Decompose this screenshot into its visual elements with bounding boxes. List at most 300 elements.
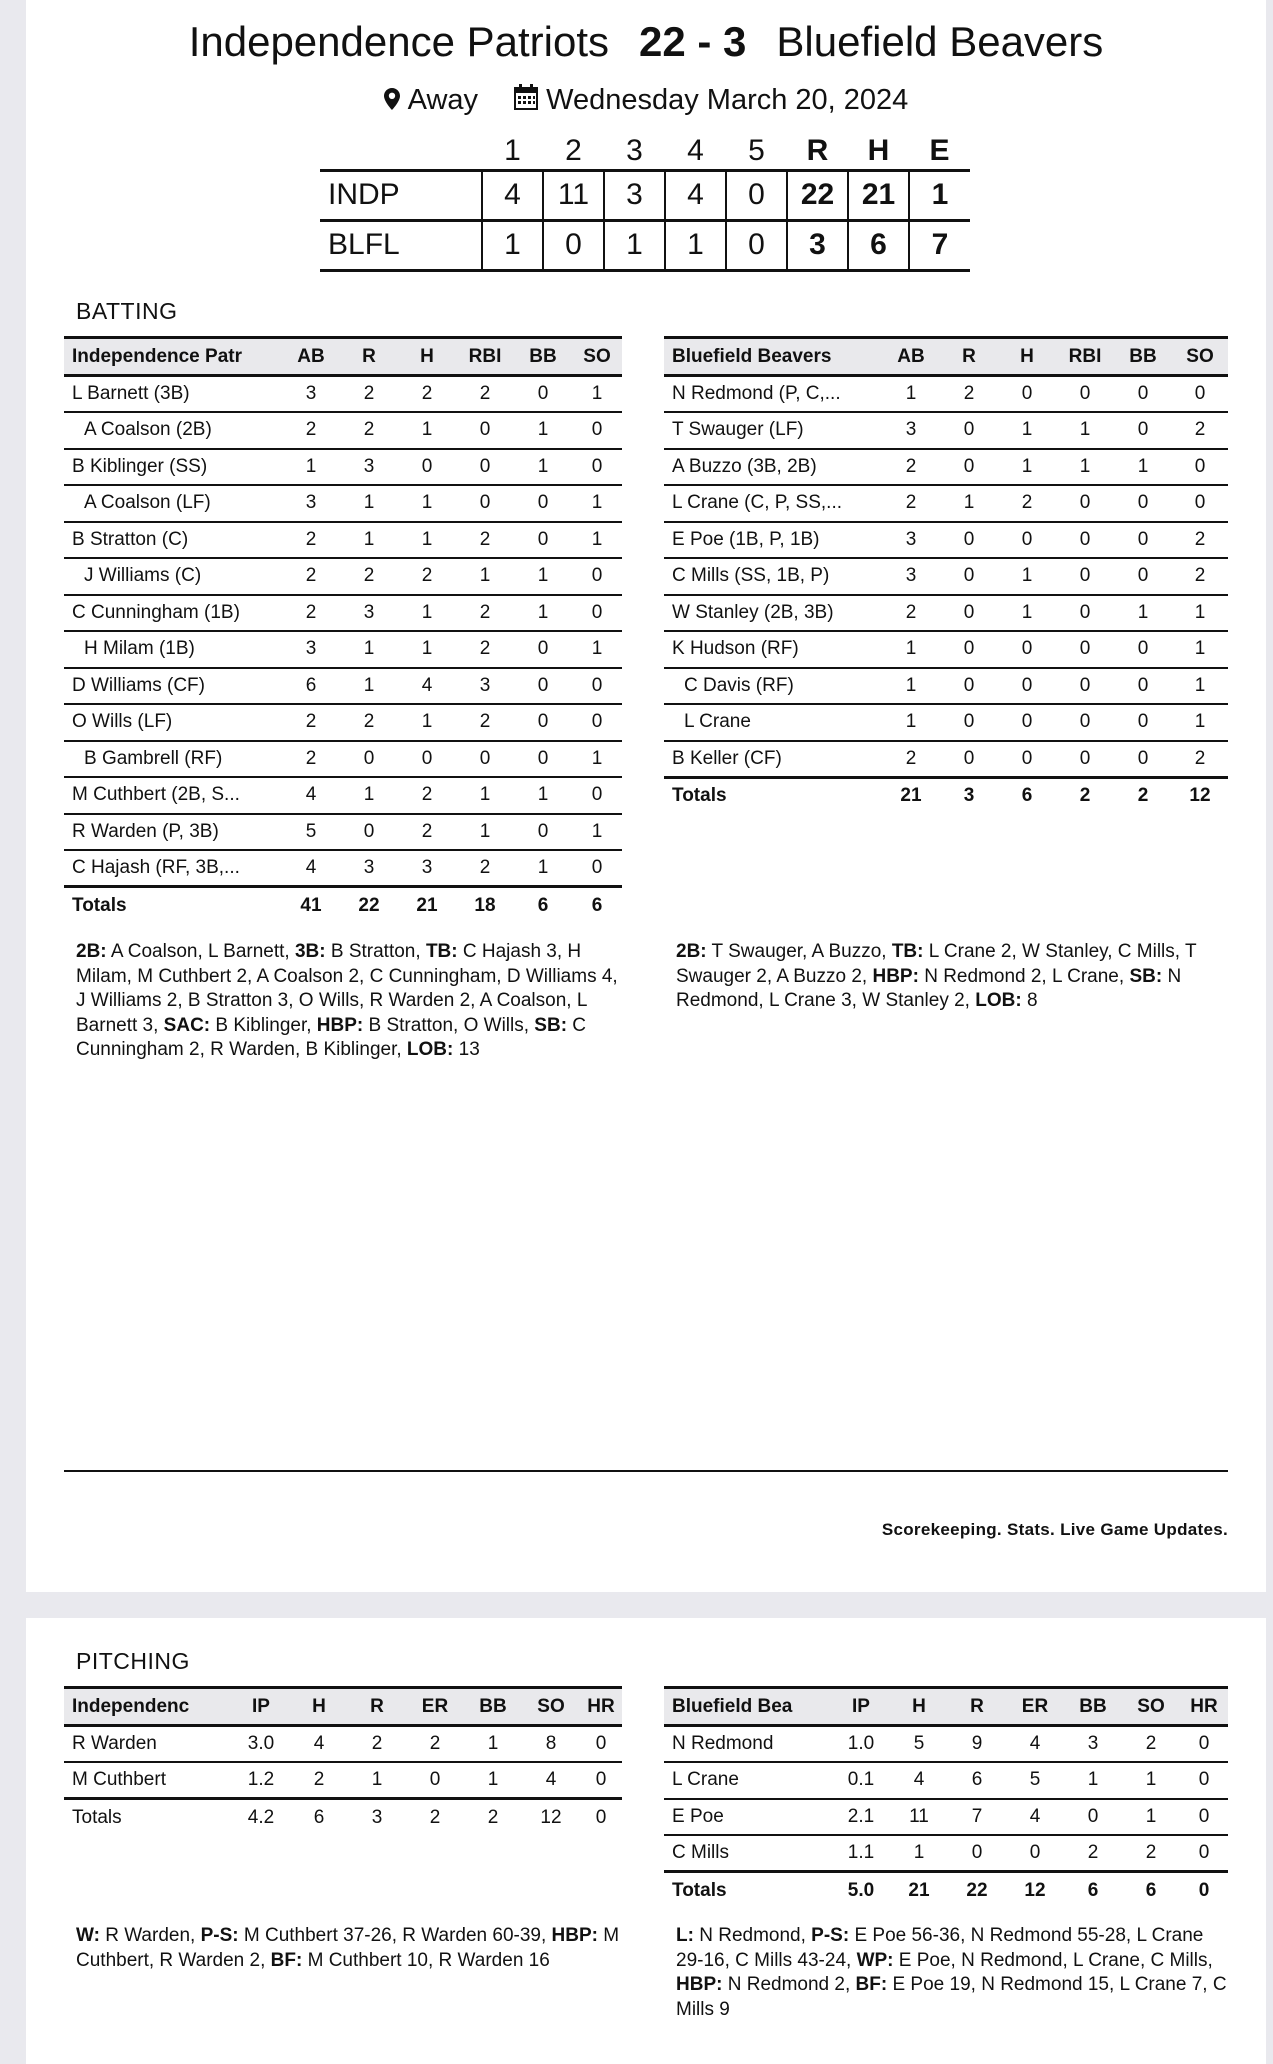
note-key: HBP: — [551, 1925, 598, 1946]
stat-cell: 0 — [940, 522, 998, 559]
stat-cell: 1 — [1122, 1762, 1180, 1799]
player-row — [64, 850, 622, 887]
note-text: N Redmond 2, — [722, 1974, 856, 1995]
totals-row — [664, 777, 1228, 814]
stat-cell: 2 — [1172, 522, 1228, 559]
linescore-inning-runs: 4 — [665, 170, 726, 220]
stat-cell: 1 — [1122, 1799, 1180, 1836]
note-text: M Cuthbert 10, R Warden 16 — [302, 1949, 550, 1971]
stat-cell: 0 — [1114, 668, 1172, 705]
stat-cell: 1 — [456, 777, 514, 814]
stat-cell: 7 — [948, 1799, 1006, 1836]
stat-cell: 0 — [1180, 1835, 1228, 1872]
stat-cell: 1 — [572, 522, 622, 559]
player-row — [664, 1726, 1228, 1763]
linescore-col-header: 5 — [748, 134, 765, 168]
note-key: P-S: — [200, 1925, 239, 1946]
note-text: E Poe, N Redmond, L Crane, C Mills, — [893, 1949, 1213, 1971]
player-name: O Wills (LF) — [64, 704, 282, 741]
stat-cell: 8 — [522, 1726, 580, 1763]
stat-column-header: H — [890, 1688, 948, 1726]
stat-cell: 2 — [282, 741, 340, 778]
stat-cell: 2 — [1064, 1835, 1122, 1872]
player-row — [64, 777, 622, 814]
stat-cell: 0 — [998, 741, 1056, 778]
stat-cell: 1 — [282, 449, 340, 486]
player-row — [64, 1762, 622, 1799]
stat-cell: 0 — [572, 449, 622, 486]
player-name: C Mills (SS, 1B, P) — [664, 558, 882, 595]
stat-cell: 5 — [890, 1726, 948, 1763]
note-key: P-S: — [811, 1925, 850, 1946]
stat-cell: 2 — [398, 777, 456, 814]
totals-cell: 12 — [522, 1799, 580, 1836]
totals-label: Totals — [664, 777, 882, 814]
stat-cell: 2 — [882, 595, 940, 632]
stat-cell: 3 — [340, 850, 398, 887]
player-name: B Kiblinger (SS) — [64, 449, 282, 486]
stat-cell: 0 — [572, 412, 622, 449]
stat-cell: 1 — [398, 631, 456, 668]
pitching-notes-independence — [76, 1924, 626, 1973]
stat-cell: 0 — [580, 1762, 622, 1799]
linescore-col-header: H — [867, 134, 890, 168]
stat-cell: 2 — [282, 595, 340, 632]
stat-cell: 0 — [398, 741, 456, 778]
player-name: E Poe (1B, P, 1B) — [664, 522, 882, 559]
stats-header-row — [664, 1688, 1228, 1726]
player-name: K Hudson (RF) — [664, 631, 882, 668]
player-name: A Coalson (2B) — [64, 412, 282, 449]
stat-cell: 0 — [572, 595, 622, 632]
stat-cell: 2 — [282, 522, 340, 559]
player-row — [64, 376, 622, 413]
stat-cell: 4 — [890, 1762, 948, 1799]
stat-cell: 0 — [1180, 1726, 1228, 1763]
stat-cell: 0 — [1114, 704, 1172, 741]
stat-cell: 1 — [998, 412, 1056, 449]
player-name: J Williams (C) — [64, 558, 282, 595]
stat-cell: 2 — [398, 558, 456, 595]
stat-cell: 4 — [398, 668, 456, 705]
stat-cell: 4 — [522, 1762, 580, 1799]
linescore-col-header: 3 — [626, 134, 643, 168]
footer-tagline: Scorekeeping. Stats. Live Game Updates. — [881, 1520, 1228, 1539]
stat-cell: 1 — [514, 850, 572, 887]
linescore-e-total: 1 — [909, 170, 970, 220]
stat-cell: 5 — [282, 814, 340, 851]
stat-cell: 1 — [998, 449, 1056, 486]
stat-cell: 0 — [1114, 741, 1172, 778]
totals-label: Totals — [64, 1799, 232, 1836]
divider — [64, 1470, 1228, 1472]
stat-cell: 4 — [1006, 1799, 1064, 1836]
stat-cell: 5 — [1006, 1762, 1064, 1799]
note-text: C Hajash 3, H Milam, M Cuthbert 2, A Coalson 2, C Cunningham, D Williams 4, J Williams 2, B Stratton 3, O Wills, R Warden 2, A Coalson, L Barnett 3, — [76, 941, 618, 1036]
player-row — [664, 1799, 1228, 1836]
stat-cell: 2 — [456, 704, 514, 741]
linescore-inning-runs: 4 — [482, 170, 543, 220]
stat-cell: 0 — [1064, 1799, 1122, 1836]
stat-cell: 4 — [1006, 1726, 1064, 1763]
stat-cell: 6 — [948, 1762, 1006, 1799]
home-team-name: Independence Patriots — [188, 18, 610, 65]
totals-label: Totals — [664, 1872, 832, 1909]
stat-cell: 1 — [1114, 449, 1172, 486]
totals-cell: 2 — [464, 1799, 522, 1836]
final-score: 22 - 3 — [639, 18, 747, 65]
totals-cell: 6 — [572, 887, 622, 924]
stat-cell: 0 — [1056, 485, 1114, 522]
player-row — [64, 814, 622, 851]
stat-cell: 2 — [348, 1726, 406, 1763]
stat-cell: 11 — [890, 1799, 948, 1836]
stat-cell: 0 — [1056, 631, 1114, 668]
note-key: TB: — [891, 941, 924, 962]
stat-cell: 1 — [398, 485, 456, 522]
stat-cell: 1 — [882, 631, 940, 668]
stat-cell: 0 — [1056, 704, 1114, 741]
note-text: M Cuthbert, R Warden 2, — [76, 1925, 620, 1971]
stat-column-header: H — [290, 1688, 348, 1726]
stat-cell: 2 — [998, 485, 1056, 522]
stat-cell: 2 — [282, 412, 340, 449]
stat-cell: 3.0 — [232, 1726, 290, 1763]
stat-cell: 4 — [282, 777, 340, 814]
stat-column-header: HR — [1180, 1688, 1228, 1726]
stat-cell: 2 — [340, 376, 398, 413]
stat-cell: 2 — [456, 522, 514, 559]
note-text: T Swauger, A Buzzo, — [706, 941, 892, 962]
player-name: R Warden — [64, 1726, 232, 1763]
player-row — [664, 704, 1228, 741]
linescore-table — [320, 132, 970, 272]
note-key: LOB: — [406, 1039, 454, 1060]
note-text: E Poe 56-36, N Redmond 55-28, L Crane 29-16, C Mills 43-24, — [676, 1925, 1204, 1971]
away-team-name: Bluefield Beavers — [776, 18, 1104, 65]
stat-cell: 1 — [514, 777, 572, 814]
linescore-inning-runs: 0 — [543, 220, 604, 270]
stat-column-header: HR — [580, 1688, 622, 1726]
stat-column-header: SO — [522, 1688, 580, 1726]
stat-column-header: RBI — [456, 338, 514, 376]
stat-cell: 1 — [998, 558, 1056, 595]
game-title — [26, 18, 1266, 66]
stat-cell: 2 — [398, 376, 456, 413]
stat-cell: 1.0 — [832, 1726, 890, 1763]
totals-cell: 2 — [1056, 777, 1114, 814]
pitching-notes-bluefield — [676, 1924, 1228, 2022]
stat-cell: 0 — [940, 631, 998, 668]
stat-cell: 0 — [572, 558, 622, 595]
player-row — [664, 668, 1228, 705]
stat-column-header: R — [348, 1688, 406, 1726]
player-row — [664, 376, 1228, 413]
player-name: M Cuthbert — [64, 1762, 232, 1799]
player-name: C Davis (RF) — [664, 668, 882, 705]
stat-cell: 1 — [464, 1726, 522, 1763]
stat-column-header: IP — [232, 1688, 290, 1726]
stat-cell: 0 — [1056, 668, 1114, 705]
stat-cell: 2 — [456, 595, 514, 632]
stat-cell: 0 — [1056, 741, 1114, 778]
linescore-inning-runs: 1 — [665, 220, 726, 270]
linescore-r-total: 3 — [787, 220, 848, 270]
player-row — [64, 595, 622, 632]
stat-cell: 2 — [456, 376, 514, 413]
stat-cell: 2 — [406, 1726, 464, 1763]
player-name: L Crane (C, P, SS,... — [664, 485, 882, 522]
linescore-header-row — [320, 132, 970, 170]
totals-cell: 3 — [940, 777, 998, 814]
stat-cell: 0 — [572, 704, 622, 741]
stat-cell: 0 — [456, 449, 514, 486]
player-row — [664, 522, 1228, 559]
note-key: W: — [76, 1925, 100, 1946]
stat-cell: 1 — [882, 668, 940, 705]
stat-cell: 0 — [406, 1762, 464, 1799]
stat-cell: 0 — [940, 449, 998, 486]
totals-row — [64, 887, 622, 924]
note-key: SB: — [534, 1014, 568, 1036]
stat-cell: 1 — [998, 595, 1056, 632]
linescore-r-total: 22 — [787, 170, 848, 220]
linescore-inning-runs: 0 — [726, 170, 787, 220]
stat-cell: 1 — [340, 522, 398, 559]
team-column-header: Independenc — [64, 1688, 232, 1726]
stat-cell: 1 — [882, 376, 940, 413]
stat-cell: 0 — [940, 741, 998, 778]
stat-cell: 1 — [398, 412, 456, 449]
totals-cell: 6 — [290, 1799, 348, 1836]
player-name: B Gambrell (RF) — [64, 741, 282, 778]
stat-cell: 0 — [1180, 1762, 1228, 1799]
stat-column-header: ER — [406, 1688, 464, 1726]
player-name: A Buzzo (3B, 2B) — [664, 449, 882, 486]
player-row — [64, 631, 622, 668]
stat-cell: 3 — [282, 631, 340, 668]
player-row — [64, 412, 622, 449]
stat-cell: 1 — [940, 485, 998, 522]
stat-cell: 2 — [398, 814, 456, 851]
stats-header-row — [664, 338, 1228, 376]
note-text: A Coalson, L Barnett, — [106, 941, 295, 962]
stat-cell: 1 — [398, 595, 456, 632]
player-row — [664, 412, 1228, 449]
stat-cell: 0 — [1114, 376, 1172, 413]
linescore-inning-runs: 1 — [604, 220, 665, 270]
linescore-inning-runs: 11 — [543, 170, 604, 220]
stat-cell: 1 — [398, 522, 456, 559]
note-key: 2B: — [676, 941, 707, 962]
player-name: L Barnett (3B) — [64, 376, 282, 413]
totals-cell: 21 — [882, 777, 940, 814]
linescore-col-header: E — [929, 134, 950, 168]
linescore-inning-runs: 1 — [482, 220, 543, 270]
totals-cell: 21 — [398, 887, 456, 924]
player-name: C Hajash (RF, 3B,... — [64, 850, 282, 887]
stat-cell: 0 — [1180, 1799, 1228, 1836]
note-key: WP: — [856, 1949, 894, 1971]
stat-cell: 2 — [1122, 1726, 1180, 1763]
stat-cell: 1 — [340, 631, 398, 668]
team-column-header: Independence Patr — [64, 338, 282, 376]
stat-column-header: BB — [514, 338, 572, 376]
linescore-corner — [320, 132, 482, 170]
stat-cell: 2 — [290, 1762, 348, 1799]
stat-column-header: RBI — [1056, 338, 1114, 376]
stat-cell: 0 — [398, 449, 456, 486]
linescore-row — [320, 170, 970, 220]
stat-cell: 1 — [398, 704, 456, 741]
stat-cell: 0 — [340, 741, 398, 778]
stat-cell: 2 — [882, 741, 940, 778]
stat-cell: 0 — [1006, 1835, 1064, 1872]
player-row — [664, 631, 1228, 668]
stat-cell: 1 — [340, 668, 398, 705]
stat-cell: 0 — [940, 704, 998, 741]
team-column-header: Bluefield Bea — [664, 1688, 832, 1726]
stat-column-header: H — [998, 338, 1056, 376]
stat-column-header: SO — [1172, 338, 1228, 376]
totals-cell: 4.2 — [232, 1799, 290, 1836]
batting-section-label: BATTING — [76, 298, 178, 324]
stat-cell: 0 — [1056, 522, 1114, 559]
stat-cell: 2 — [456, 850, 514, 887]
stat-cell: 1 — [572, 631, 622, 668]
stat-cell: 0 — [1056, 558, 1114, 595]
player-row — [64, 522, 622, 559]
player-name: T Swauger (LF) — [664, 412, 882, 449]
stat-cell: 0 — [1114, 631, 1172, 668]
player-name: N Redmond — [664, 1726, 832, 1763]
stat-cell: 3 — [882, 412, 940, 449]
note-text: N Redmond, L Crane 3, W Stanley 2, — [676, 965, 1182, 1011]
player-row — [664, 449, 1228, 486]
pitching-table-independence — [64, 1686, 622, 1835]
stat-cell: 2 — [282, 558, 340, 595]
stat-cell: 0 — [948, 1835, 1006, 1872]
totals-cell: 18 — [456, 887, 514, 924]
stat-cell: 1 — [1172, 595, 1228, 632]
stat-cell: 1 — [340, 777, 398, 814]
stat-cell: 0 — [456, 412, 514, 449]
player-row — [664, 741, 1228, 778]
pitching-table-bluefield — [664, 1686, 1228, 1908]
stat-cell: 2 — [340, 558, 398, 595]
stat-cell: 2 — [1122, 1835, 1180, 1872]
player-name: L Crane — [664, 1762, 832, 1799]
stat-cell: 0 — [572, 668, 622, 705]
stat-cell: 2 — [882, 449, 940, 486]
stat-cell: 3 — [1064, 1726, 1122, 1763]
calendar-icon — [514, 84, 538, 118]
totals-cell: 0 — [580, 1799, 622, 1836]
linescore-col-header: 4 — [687, 134, 704, 168]
stat-cell: 1 — [1172, 631, 1228, 668]
totals-row — [64, 1799, 622, 1836]
player-row — [64, 485, 622, 522]
note-key: HBP: — [676, 1974, 723, 1995]
linescore-team-abbr: BLFL — [320, 220, 482, 270]
stat-cell: 0 — [940, 595, 998, 632]
stat-cell: 9 — [948, 1726, 1006, 1763]
note-key: BF: — [270, 1949, 303, 1971]
player-name: B Stratton (C) — [64, 522, 282, 559]
totals-cell: 6 — [998, 777, 1056, 814]
stat-column-header: BB — [1064, 1688, 1122, 1726]
stat-cell: 1 — [1114, 595, 1172, 632]
totals-cell: 6 — [1064, 1872, 1122, 1909]
stat-cell: 1 — [572, 741, 622, 778]
note-text: C Cunningham 2, R Warden, B Kiblinger, — [76, 1014, 587, 1060]
note-text: 13 — [453, 1039, 480, 1060]
linescore-inning-runs: 0 — [726, 220, 787, 270]
totals-cell: 22 — [948, 1872, 1006, 1909]
stat-column-header: R — [340, 338, 398, 376]
note-key: LOB: — [975, 990, 1022, 1011]
player-name: C Cunningham (1B) — [64, 595, 282, 632]
stat-cell: 1 — [1064, 1762, 1122, 1799]
stats-header-row — [64, 1688, 622, 1726]
linescore-e-total: 7 — [909, 220, 970, 270]
stat-cell: 0 — [514, 814, 572, 851]
stat-column-header: SO — [1122, 1688, 1180, 1726]
note-key: 3B: — [294, 941, 326, 962]
stat-cell: 0 — [514, 631, 572, 668]
totals-cell: 41 — [282, 887, 340, 924]
stat-column-header: H — [398, 338, 456, 376]
linescore-col-header: 2 — [565, 134, 582, 168]
stat-cell: 1 — [514, 558, 572, 595]
stat-cell: 3 — [882, 558, 940, 595]
stat-cell: 6 — [282, 668, 340, 705]
team-column-header: Bluefield Beavers — [664, 338, 882, 376]
stat-cell: 0 — [998, 376, 1056, 413]
stat-cell: 0 — [514, 376, 572, 413]
linescore-col-header: R — [806, 134, 829, 168]
player-name: E Poe — [664, 1799, 832, 1836]
stat-cell: 1 — [890, 1835, 948, 1872]
player-row — [64, 704, 622, 741]
stat-column-header: IP — [832, 1688, 890, 1726]
note-text: E Poe 19, N Redmond 15, L Crane 7, C Mills 9 — [676, 1974, 1227, 2020]
stat-cell: 0.1 — [832, 1762, 890, 1799]
stat-cell: 2 — [282, 704, 340, 741]
note-text: L Crane 2, W Stanley, C Mills, T Swauger 2, A Buzzo 2, — [676, 941, 1197, 987]
stat-cell: 1 — [882, 704, 940, 741]
note-key: SAC: — [163, 1014, 211, 1036]
stat-cell: 0 — [940, 412, 998, 449]
note-key: SB: — [1129, 965, 1163, 987]
stat-cell: 2 — [340, 704, 398, 741]
player-name: D Williams (CF) — [64, 668, 282, 705]
player-name: H Milam (1B) — [64, 631, 282, 668]
stat-cell: 3 — [398, 850, 456, 887]
stat-cell: 3 — [340, 595, 398, 632]
linescore-team-abbr: INDP — [320, 170, 482, 220]
totals-cell: 21 — [890, 1872, 948, 1909]
note-text: B Kiblinger, — [210, 1014, 317, 1036]
note-text: N Redmond 2, L Crane, — [918, 965, 1130, 987]
stat-cell: 0 — [514, 704, 572, 741]
totals-cell: 12 — [1006, 1872, 1064, 1909]
note-key: HBP: — [872, 965, 919, 987]
stat-cell: 2 — [456, 631, 514, 668]
stat-cell: 2 — [940, 376, 998, 413]
player-row — [664, 595, 1228, 632]
stat-cell: 1 — [514, 595, 572, 632]
